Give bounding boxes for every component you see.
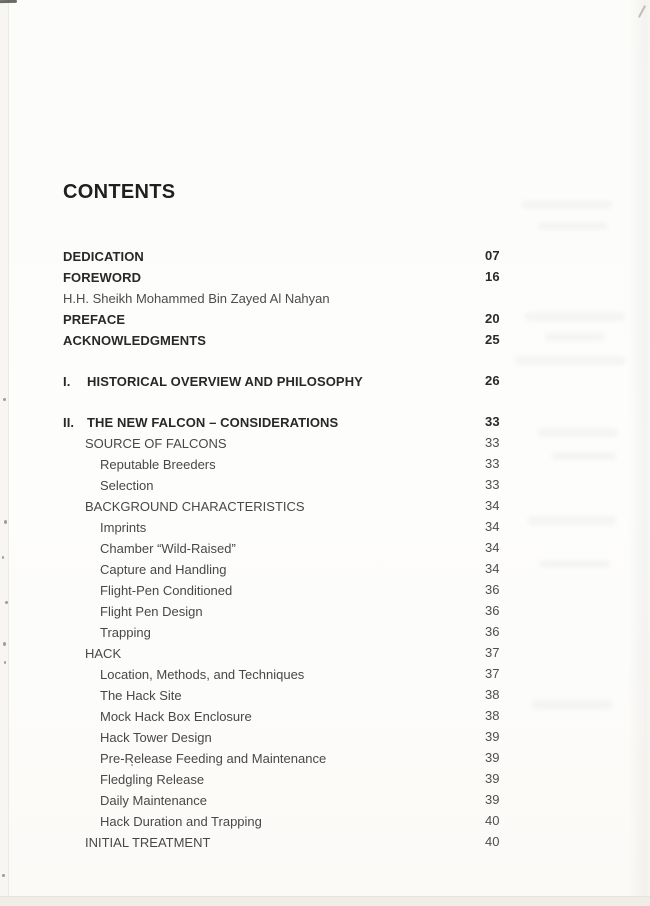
toc-row: [63, 601, 603, 622]
toc-entry-label: Reputable Breeders: [100, 457, 216, 472]
toc-entry-label: DEDICATION: [63, 249, 144, 264]
toc-entry-label: Pre-Release Feeding and Maintenance: [100, 751, 327, 766]
toc-row: [63, 517, 603, 538]
toc-row: [63, 706, 603, 727]
toc-row: [63, 664, 603, 685]
toc-entry-label: PREFACE: [63, 312, 126, 327]
toc-row: [63, 832, 603, 853]
toc-entry-label: THE NEW FALCON – CONSIDERATIONS: [87, 415, 339, 430]
toc-row: [63, 267, 603, 288]
toc-entry-page-number: 34: [485, 498, 500, 513]
toc-row: [63, 538, 603, 559]
toc-entry-label: Flight Pen Design: [100, 604, 203, 619]
toc-entry-page-number: 36: [485, 624, 500, 639]
toc-row: [63, 371, 603, 392]
toc-row: [63, 622, 603, 643]
toc-entry-page-number: 34: [485, 561, 500, 576]
toc-row: [63, 309, 603, 330]
toc-row: [63, 246, 603, 267]
page-left-edge: [0, 0, 9, 906]
toc-entry-label: SOURCE OF FALCONS: [85, 436, 227, 451]
chapter-numeral: II.: [63, 415, 75, 430]
toc-entry-label: Flight-Pen Conditioned: [100, 583, 233, 598]
toc-entry-label: Chamber “Wild-Raised”: [100, 541, 236, 556]
toc-entry-page-number: 38: [485, 687, 500, 702]
scan-speck: [3, 398, 6, 401]
page-bottom-edge: [0, 896, 650, 906]
toc-row: [63, 433, 603, 454]
toc-row: [63, 790, 603, 811]
page-right-shading: [628, 0, 650, 906]
toc-entry-page-number: 37: [485, 645, 500, 660]
toc-entry-label: The Hack Site: [100, 688, 182, 703]
toc-list: [63, 246, 603, 853]
toc-entry-label: Fledgling Release: [100, 772, 205, 787]
toc-entry-page-number: 26: [485, 373, 500, 388]
toc-entry-page-number: 39: [485, 729, 500, 744]
toc-entry-page-number: 36: [485, 582, 500, 597]
toc-entry-label: Selection: [100, 478, 154, 493]
toc-entry-page-number: 33: [485, 477, 500, 492]
toc-entry-page-number: 40: [485, 813, 500, 828]
toc-entry-page-number: 20: [485, 311, 500, 326]
toc-entry-label: Imprints: [100, 520, 147, 535]
toc-row: [63, 288, 603, 309]
toc-entry-page-number: 37: [485, 666, 500, 681]
toc-row: [63, 811, 603, 832]
toc-entry-label: Trapping: [100, 625, 151, 640]
toc-entry-label: Location, Methods, and Techniques: [100, 667, 305, 682]
toc-entry-label: HISTORICAL OVERVIEW AND PHILOSOPHY: [87, 374, 363, 389]
toc-group-gap: [63, 392, 603, 412]
page-title: CONTENTS: [63, 181, 176, 203]
toc-row: [63, 454, 603, 475]
bleed-through-artifact: [522, 200, 612, 209]
toc-entry-label: BACKGROUND CHARACTERISTICS: [85, 499, 305, 514]
toc-entry-label: INITIAL TREATMENT: [85, 835, 211, 850]
toc-entry-page-number: 34: [485, 540, 500, 555]
scan-smudge-top-left: [0, 0, 17, 3]
scan-speck: [2, 556, 4, 559]
toc-row: [63, 580, 603, 601]
toc-entry-label: HACK: [85, 646, 122, 661]
scan-speck: [5, 601, 8, 604]
toc-entry-label: Capture and Handling: [100, 562, 227, 577]
toc-entry-page-number: 40: [485, 834, 500, 849]
toc-entry-page-number: 33: [485, 435, 500, 450]
toc-entry-page-number: 33: [485, 414, 500, 429]
toc-group-gap: [63, 351, 603, 371]
toc-entry-page-number: 33: [485, 456, 500, 471]
toc-entry-label: Mock Hack Box Enclosure: [100, 709, 252, 724]
toc-row: [63, 475, 603, 496]
toc-row: [63, 643, 603, 664]
toc-entry-page-number: 39: [485, 750, 500, 765]
toc-entry-label: Daily Maintenance: [100, 793, 207, 808]
toc-entry-page-number: 34: [485, 519, 500, 534]
toc-entry-page-number: 16: [485, 269, 500, 284]
toc-entry-label: FOREWORD: [63, 270, 142, 285]
toc-row: [63, 496, 603, 517]
scan-speck: [4, 661, 6, 664]
toc-row: [63, 748, 603, 769]
toc-row: [63, 769, 603, 790]
toc-entry-label: Hack Duration and Trapping: [100, 814, 262, 829]
toc-entry-page-number: 07: [485, 248, 500, 263]
toc-row: [63, 412, 603, 433]
scan-speck: [3, 642, 6, 646]
chapter-numeral: I.: [63, 374, 71, 389]
toc-row: [63, 330, 603, 351]
toc-entry-page-number: 38: [485, 708, 500, 723]
bleed-through-artifact: [538, 222, 608, 230]
toc-entry-page-number: 25: [485, 332, 500, 347]
toc-entry-page-number: 36: [485, 603, 500, 618]
toc-entry-page-number: 39: [485, 792, 500, 807]
toc-entry-page-number: 39: [485, 771, 500, 786]
toc-entry-label: H.H. Sheikh Mohammed Bin Zayed Al Nahyan: [63, 291, 330, 306]
toc-entry-label: ACKNOWLEDGMENTS: [63, 333, 207, 348]
toc-row: [63, 685, 603, 706]
toc-row: [63, 727, 603, 748]
toc-entry-label: Hack Tower Design: [100, 730, 212, 745]
scan-speck: [4, 520, 7, 524]
scan-speck: [2, 874, 5, 877]
toc-row: [63, 559, 603, 580]
